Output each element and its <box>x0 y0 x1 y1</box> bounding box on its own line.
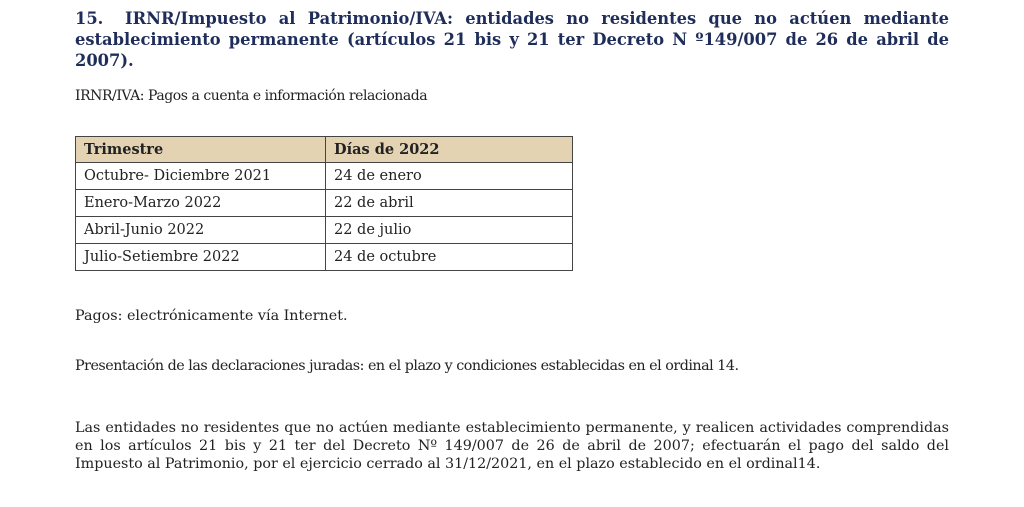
table-row <box>76 217 573 244</box>
column-header-trimestre: Trimestre <box>76 137 326 163</box>
section-title: IRNR/Impuesto al Patrimonio/IVA: entidades no residentes que no actúen mediante establecimiento permanente (artículos 21 bis y 21 ter Decreto N º149/007 de 26 de abril de 2007). <box>75 9 949 70</box>
section-heading <box>75 8 949 71</box>
table-row <box>76 163 573 190</box>
table-cell-fecha: 24 de enero <box>326 163 573 190</box>
table-cell-fecha: 24 de octubre <box>326 244 573 271</box>
table-row <box>76 190 573 217</box>
payment-method-paragraph: Pagos: electrónicamente vía Internet. <box>75 308 348 324</box>
section-number: 15. <box>75 9 104 28</box>
document-page <box>75 8 949 472</box>
table-header-row <box>76 137 573 163</box>
table-cell-fecha: 22 de julio <box>326 217 573 244</box>
payment-dates-table <box>75 136 573 271</box>
table-cell-trimestre: Octubre- Diciembre 2021 <box>76 163 326 190</box>
table-cell-fecha: 22 de abril <box>326 190 573 217</box>
table-cell-trimestre: Enero-Marzo 2022 <box>76 190 326 217</box>
section-subtitle: IRNR/IVA: Pagos a cuenta e información relacionada <box>75 88 428 104</box>
non-resident-entities-paragraph: Las entidades no residentes que no actúen mediante establecimiento permanente, y realicen actividades comprendidas en los artículos 21 bis y 21 ter del Decreto Nº 149/007 de 26 de abril de 2007; efectuarán el pago del saldo del Impuesto al Patrimonio, por el ejercicio cerrado al 31/12/2021, en el plazo establecido en el ordinal14. <box>75 420 949 472</box>
table-row <box>76 244 573 271</box>
declarations-paragraph: Presentación de las declaraciones juradas: en el plazo y condiciones establecidas en el ordinal 14. <box>75 358 739 374</box>
table-cell-trimestre: Abril-Junio 2022 <box>76 217 326 244</box>
table-cell-trimestre: Julio-Setiembre 2022 <box>76 244 326 271</box>
column-header-dias: Días de 2022 <box>326 137 573 163</box>
